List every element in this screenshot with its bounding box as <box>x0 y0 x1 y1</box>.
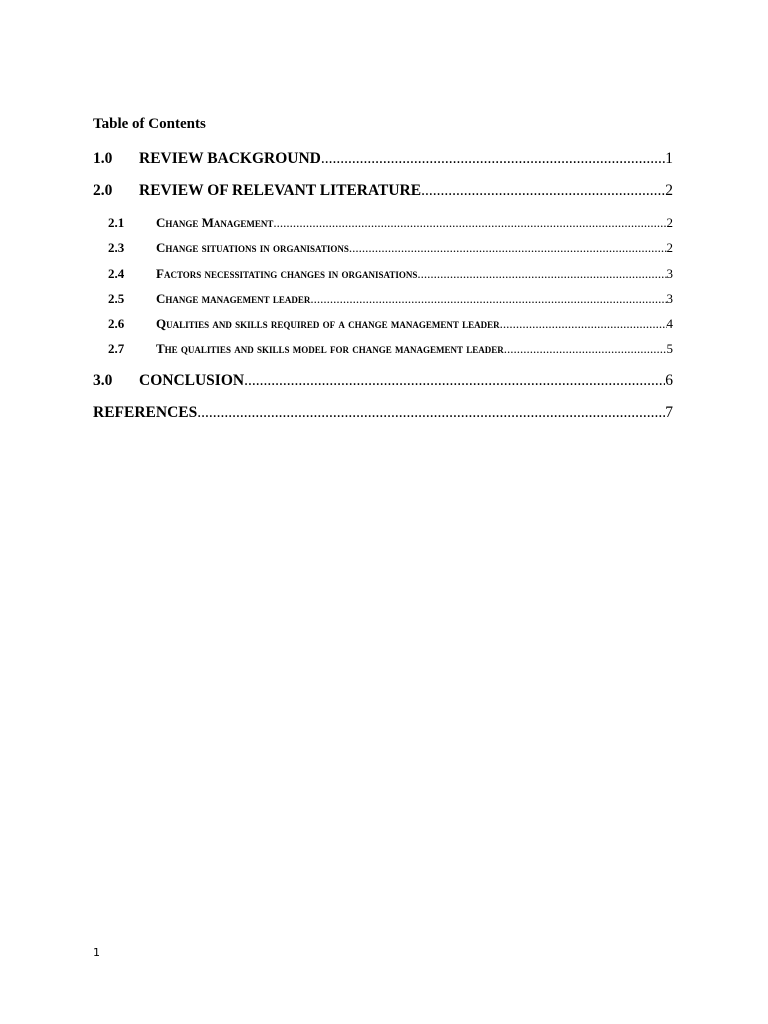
toc-entry-label: Qualities and skills required of a change management leader <box>156 316 500 331</box>
toc-entry-page: 7 <box>665 404 673 421</box>
toc-entry-page: 3 <box>666 291 673 306</box>
toc-entry-review-literature[interactable] <box>93 182 673 200</box>
toc-entry-page: 2 <box>666 215 673 230</box>
toc-leader-dots <box>421 182 665 200</box>
toc-entry-page: 5 <box>666 341 673 356</box>
toc-leader-dots <box>197 404 665 422</box>
toc-entry-references[interactable] <box>93 404 673 422</box>
toc-leader-dots <box>244 372 665 390</box>
toc-entry-page: 2 <box>665 182 673 199</box>
toc-entry-number: 2.3 <box>108 240 125 255</box>
toc-entry-number: 2.4 <box>108 266 125 281</box>
toc-leader-dots <box>500 316 667 332</box>
toc-leader-dots <box>504 341 667 357</box>
toc-entry-change-leader[interactable] <box>108 291 673 307</box>
toc-entry-change-management[interactable] <box>108 215 673 231</box>
toc-entry-number: 2.0 <box>93 182 113 199</box>
toc-leader-dots <box>417 266 666 282</box>
toc-entry-review-background[interactable] <box>93 150 673 168</box>
toc-entry-page: 2 <box>666 240 673 255</box>
toc-leader-dots <box>349 240 667 256</box>
toc-entry-label: Change situations in organisations <box>156 240 349 255</box>
toc-entry-conclusion[interactable] <box>93 372 673 390</box>
toc-entry-page: 4 <box>666 316 673 331</box>
toc-entry-page: 1 <box>665 150 673 167</box>
toc-entry-page: 3 <box>666 266 673 281</box>
toc-entry-label: Factors necessitating changes in organisations <box>156 266 418 281</box>
toc-entry-change-situations[interactable] <box>108 240 673 256</box>
toc-title: Table of Contents <box>93 116 206 132</box>
toc-entry-label: Change management leader <box>156 291 311 306</box>
toc-entry-label: REVIEW OF RELEVANT LITERATURE <box>139 182 422 199</box>
toc-entry-number: 2.5 <box>108 291 125 306</box>
toc-entry-number: 3.0 <box>93 372 113 389</box>
toc-leader-dots <box>273 215 666 231</box>
toc-entry-label: Change Management <box>156 215 274 230</box>
toc-entry-label: The qualities and skills model for change management leader <box>156 341 504 356</box>
toc-entry-qualities-required[interactable] <box>108 316 673 332</box>
toc-entry-page: 6 <box>665 372 673 389</box>
toc-entry-label: CONCLUSION <box>139 372 245 389</box>
toc-leader-dots <box>321 150 665 168</box>
toc-entry-number: 2.7 <box>108 341 125 356</box>
footer-page-number: 1 <box>93 946 100 959</box>
toc-entry-number: 1.0 <box>93 150 113 167</box>
toc-leader-dots <box>310 291 666 307</box>
toc-entry-number: 2.6 <box>108 316 125 331</box>
toc-entry-qualities-model[interactable] <box>108 341 673 357</box>
toc-entry-factors[interactable] <box>108 266 673 282</box>
toc-entry-number: 2.1 <box>108 215 125 230</box>
toc-entry-label: REFERENCES <box>93 404 198 421</box>
toc-entry-label: REVIEW BACKGROUND <box>139 150 321 167</box>
